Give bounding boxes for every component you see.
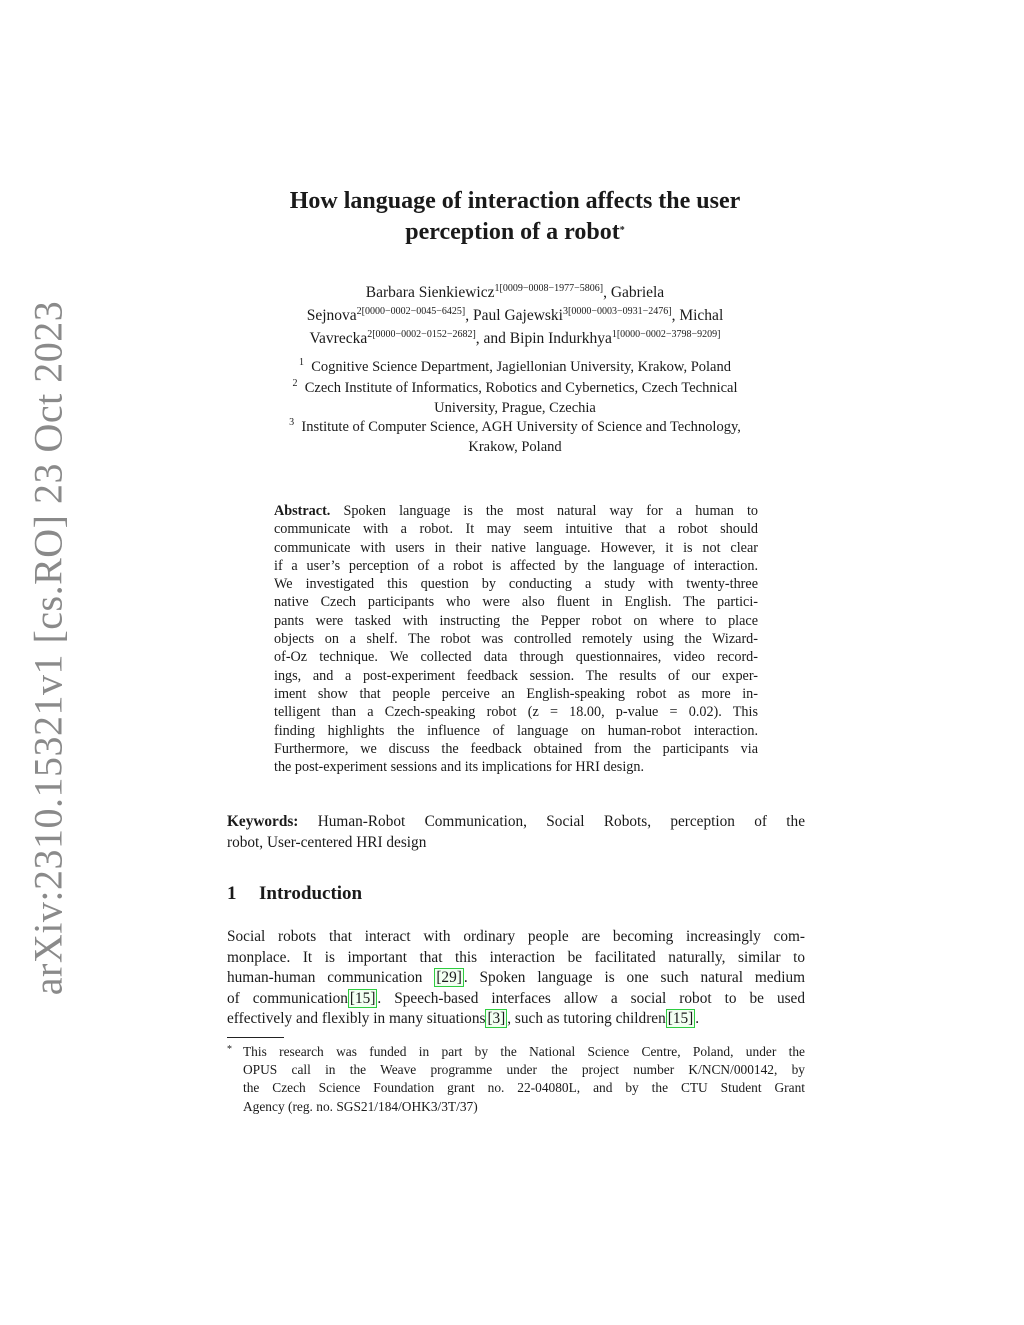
footnote (227, 1041, 805, 1116)
section-title: Introduction (259, 883, 363, 904)
keywords-line (227, 812, 805, 833)
affiliation-number: 3 (289, 416, 295, 428)
abstract-line: iment show that people perceive an English-speaking robot as more in- (274, 685, 758, 702)
title-line-2 (230, 217, 800, 252)
author-orcid: 1[0009−0008−1977−5806] (494, 283, 604, 294)
abstract-line: Furthermore, we discuss the feedback obtained from the participants via (274, 740, 758, 757)
title-footnote-mark: * (619, 225, 625, 236)
author-list (230, 282, 800, 351)
footnote-text: This research was funded in part by the National Science Centre, Poland, under the (243, 1044, 805, 1059)
author-orcid: 2[0000−0002−0045−6425] (356, 306, 466, 317)
footnote-rule (227, 1037, 284, 1038)
paragraph-text: of communication (227, 989, 348, 1007)
paragraph-text: , such as tutoring children (507, 1010, 666, 1027)
abstract (274, 502, 758, 776)
affiliation-2 (230, 379, 800, 400)
abstract-text: Spoken language is the most natural way for a human to (343, 503, 758, 519)
footnote-line: the Czech Science Foundation grant no. 22-04080L, and by the CTU Student Grant (243, 1080, 805, 1096)
author-name: , Paul Gajewski (465, 307, 563, 324)
keywords-text: Human-Robot Communication, Social Robots, perception of the (317, 813, 805, 830)
paragraph-text: . Spoken language is one such natural medium (463, 969, 805, 986)
abstract-line: the post-experiment sessions and its implications for HRI design. (274, 759, 645, 776)
abstract-label: Abstract. (274, 503, 331, 519)
paragraph-text: . (695, 1010, 700, 1027)
author-name: , and Bipin Indurkhya (475, 330, 612, 347)
abstract-line: if a user’s perception of a robot is affected by the language of interaction. (274, 557, 758, 574)
keywords-line: robot, User-centered HRI design (227, 833, 427, 851)
abstract-line: of-Oz technique. We collected data through questionnaires, video record- (274, 649, 758, 666)
author-separator: , Gabriela (603, 284, 665, 301)
title-line-2-text: perception of a robot (405, 219, 620, 245)
footnote-line (227, 1041, 805, 1061)
keywords (227, 812, 805, 853)
introduction-paragraph (227, 927, 805, 1030)
abstract-line: objects on a shelf. The robot was controlled remotely using the Wizard- (274, 631, 758, 648)
affiliation-number: 2 (292, 377, 298, 389)
paragraph-line (227, 968, 805, 989)
arxiv-identifier-stamp: arXiv:2310.15321v1 [cs.RO] 23 Oct 2023 (25, 300, 71, 996)
footnote-line: OPUS call in the Weave programme under the project number K/NCN/000142, by (243, 1062, 805, 1078)
footnote-mark: * (227, 1044, 232, 1055)
abstract-line: pants were tasked with instructing the Pepper robot on where to place (274, 612, 758, 629)
affiliation-1 (230, 358, 800, 379)
title-line-1: How language of interaction affects the user (289, 188, 741, 214)
abstract-line: finding highlights the influence of language on human-robot interaction. (274, 722, 758, 739)
abstract-line: communicate with users in their native language. However, it is not clear (274, 539, 758, 556)
affiliation-list (230, 358, 800, 457)
paragraph-line (227, 1009, 805, 1030)
author-line-2 (230, 305, 800, 328)
author-name: Vavrecka (309, 330, 368, 347)
paragraph-text: human-human communication (227, 969, 435, 986)
citation-link[interactable]: [3] (487, 1010, 506, 1027)
abstract-line: ings, and a post-experiment feedback session. The results of our exper- (274, 667, 758, 684)
section-number: 1 (227, 883, 237, 904)
paragraph-line: monplace. It is important that this interaction be facilitated naturally, similar to (227, 948, 805, 966)
author-name: Barbara Sienkiewicz (365, 284, 495, 301)
citation-link[interactable]: [15] (349, 989, 376, 1007)
footnote-line: Agency (reg. no. SGS21/184/OHK3/3T/37) (243, 1098, 478, 1114)
author-orcid: 1[0000−0002−3798−9209] (611, 329, 721, 340)
author-name: Sejnova (306, 307, 357, 324)
author-separator: , Michal (671, 307, 724, 324)
author-line-3 (230, 328, 800, 351)
keywords-label: Keywords: (227, 813, 299, 830)
paragraph-line: Social robots that interact with ordinary people are becoming increasingly com- (227, 928, 805, 945)
paragraph-line (227, 989, 805, 1010)
section-heading-introduction (227, 883, 362, 905)
affiliation-text: Institute of Computer Science, AGH University of Science and Technology, (301, 418, 741, 435)
citation-link[interactable]: [29] (436, 969, 462, 986)
affiliation-text: Czech Institute of Informatics, Robotics and Cybernetics, Czech Technical (304, 379, 738, 396)
affiliation-2-cont: University, Prague, Czechia (434, 400, 596, 416)
abstract-line: native Czech participants who were also fluent in English. The partici- (274, 594, 758, 611)
abstract-line: We investigated this question by conducting a study with twenty-three (274, 576, 758, 593)
paper-title (230, 186, 800, 252)
affiliation-3-cont: Krakow, Poland (468, 439, 562, 455)
affiliation-text: Cognitive Science Department, Jagiellonian University, Krakow, Poland (311, 359, 731, 375)
paragraph-text: . Speech-based interfaces allow a social robot to be used (377, 989, 805, 1007)
abstract-line (274, 502, 758, 520)
citation-link[interactable]: [15] (667, 1010, 694, 1027)
affiliation-number: 1 (299, 357, 304, 368)
abstract-line: telligent than a Czech-speaking robot (z = 18.00, p-value = 0.02). This (274, 704, 758, 721)
author-orcid: 3[0000−0003−0931−2476] (563, 306, 672, 317)
author-orcid: 2[0000−0002−0152−2682] (367, 329, 476, 340)
affiliation-3 (230, 418, 800, 439)
author-line-1 (230, 282, 800, 305)
paragraph-text: effectively and flexibly in many situations (227, 1010, 486, 1027)
abstract-line: communicate with a robot. It may seem intuitive that a robot should (274, 521, 758, 538)
